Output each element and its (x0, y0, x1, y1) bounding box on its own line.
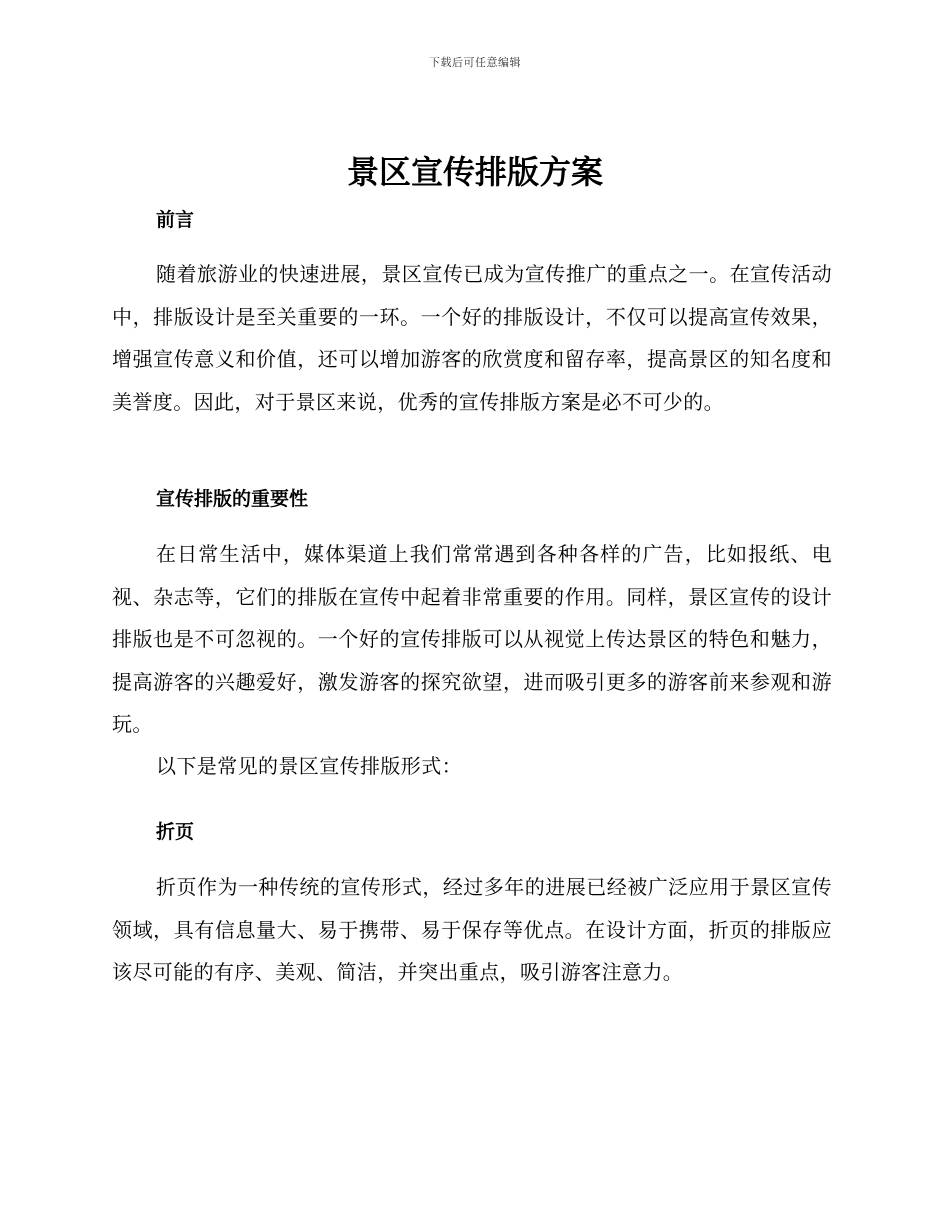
document-title: 景区宣传排版方案 (346, 153, 603, 191)
header-note: 下载后可任意编辑 (429, 56, 521, 69)
paragraph-preface: 随着旅游业的快速进展，景区宣传已成为宣传推广的重点之一。在宣传活动中，排版设计是至关重要的一环。一个好的排版设计，不仅可以提高宣传效果，增强宣传意义和价值，还可以增加游客的欣赏度和留存率，提高景区的知名度和美誉度。因此，对于景区来说，优秀的宣传排版方案是必不可少的。 (112, 262, 832, 414)
section-heading-preface: 前言 (156, 209, 195, 231)
paragraph-forms-intro: 以下是常见的景区宣传排版形式： (156, 754, 462, 778)
section-heading-folding-page: 折页 (156, 821, 195, 843)
paragraph-importance: 在日常生活中，媒体渠道上我们常常遇到各种各样的广告，比如报纸、电视、杂志等，它们的排版在宣传中起着非常重要的作用。同样，景区宣传的设计排版也是不可忽视的。一个好的宣传排版可以从视觉上传达景区的特色和魅力，提高游客的兴趣爱好，激发游客的探究欲望，进而吸引更多的游客前来参观和游玩。 (112, 542, 832, 736)
section-heading-importance: 宣传排版的重要性 (156, 488, 309, 510)
paragraph-folding-page: 折页作为一种传统的宣传形式，经过多年的进展已经被广泛应用于景区宣传领域，具有信息量大、易于携带、易于保存等优点。在设计方面，折页的排版应该尽可能的有序、美观、简洁，并突出重点，吸引游客注意力。 (112, 875, 832, 984)
